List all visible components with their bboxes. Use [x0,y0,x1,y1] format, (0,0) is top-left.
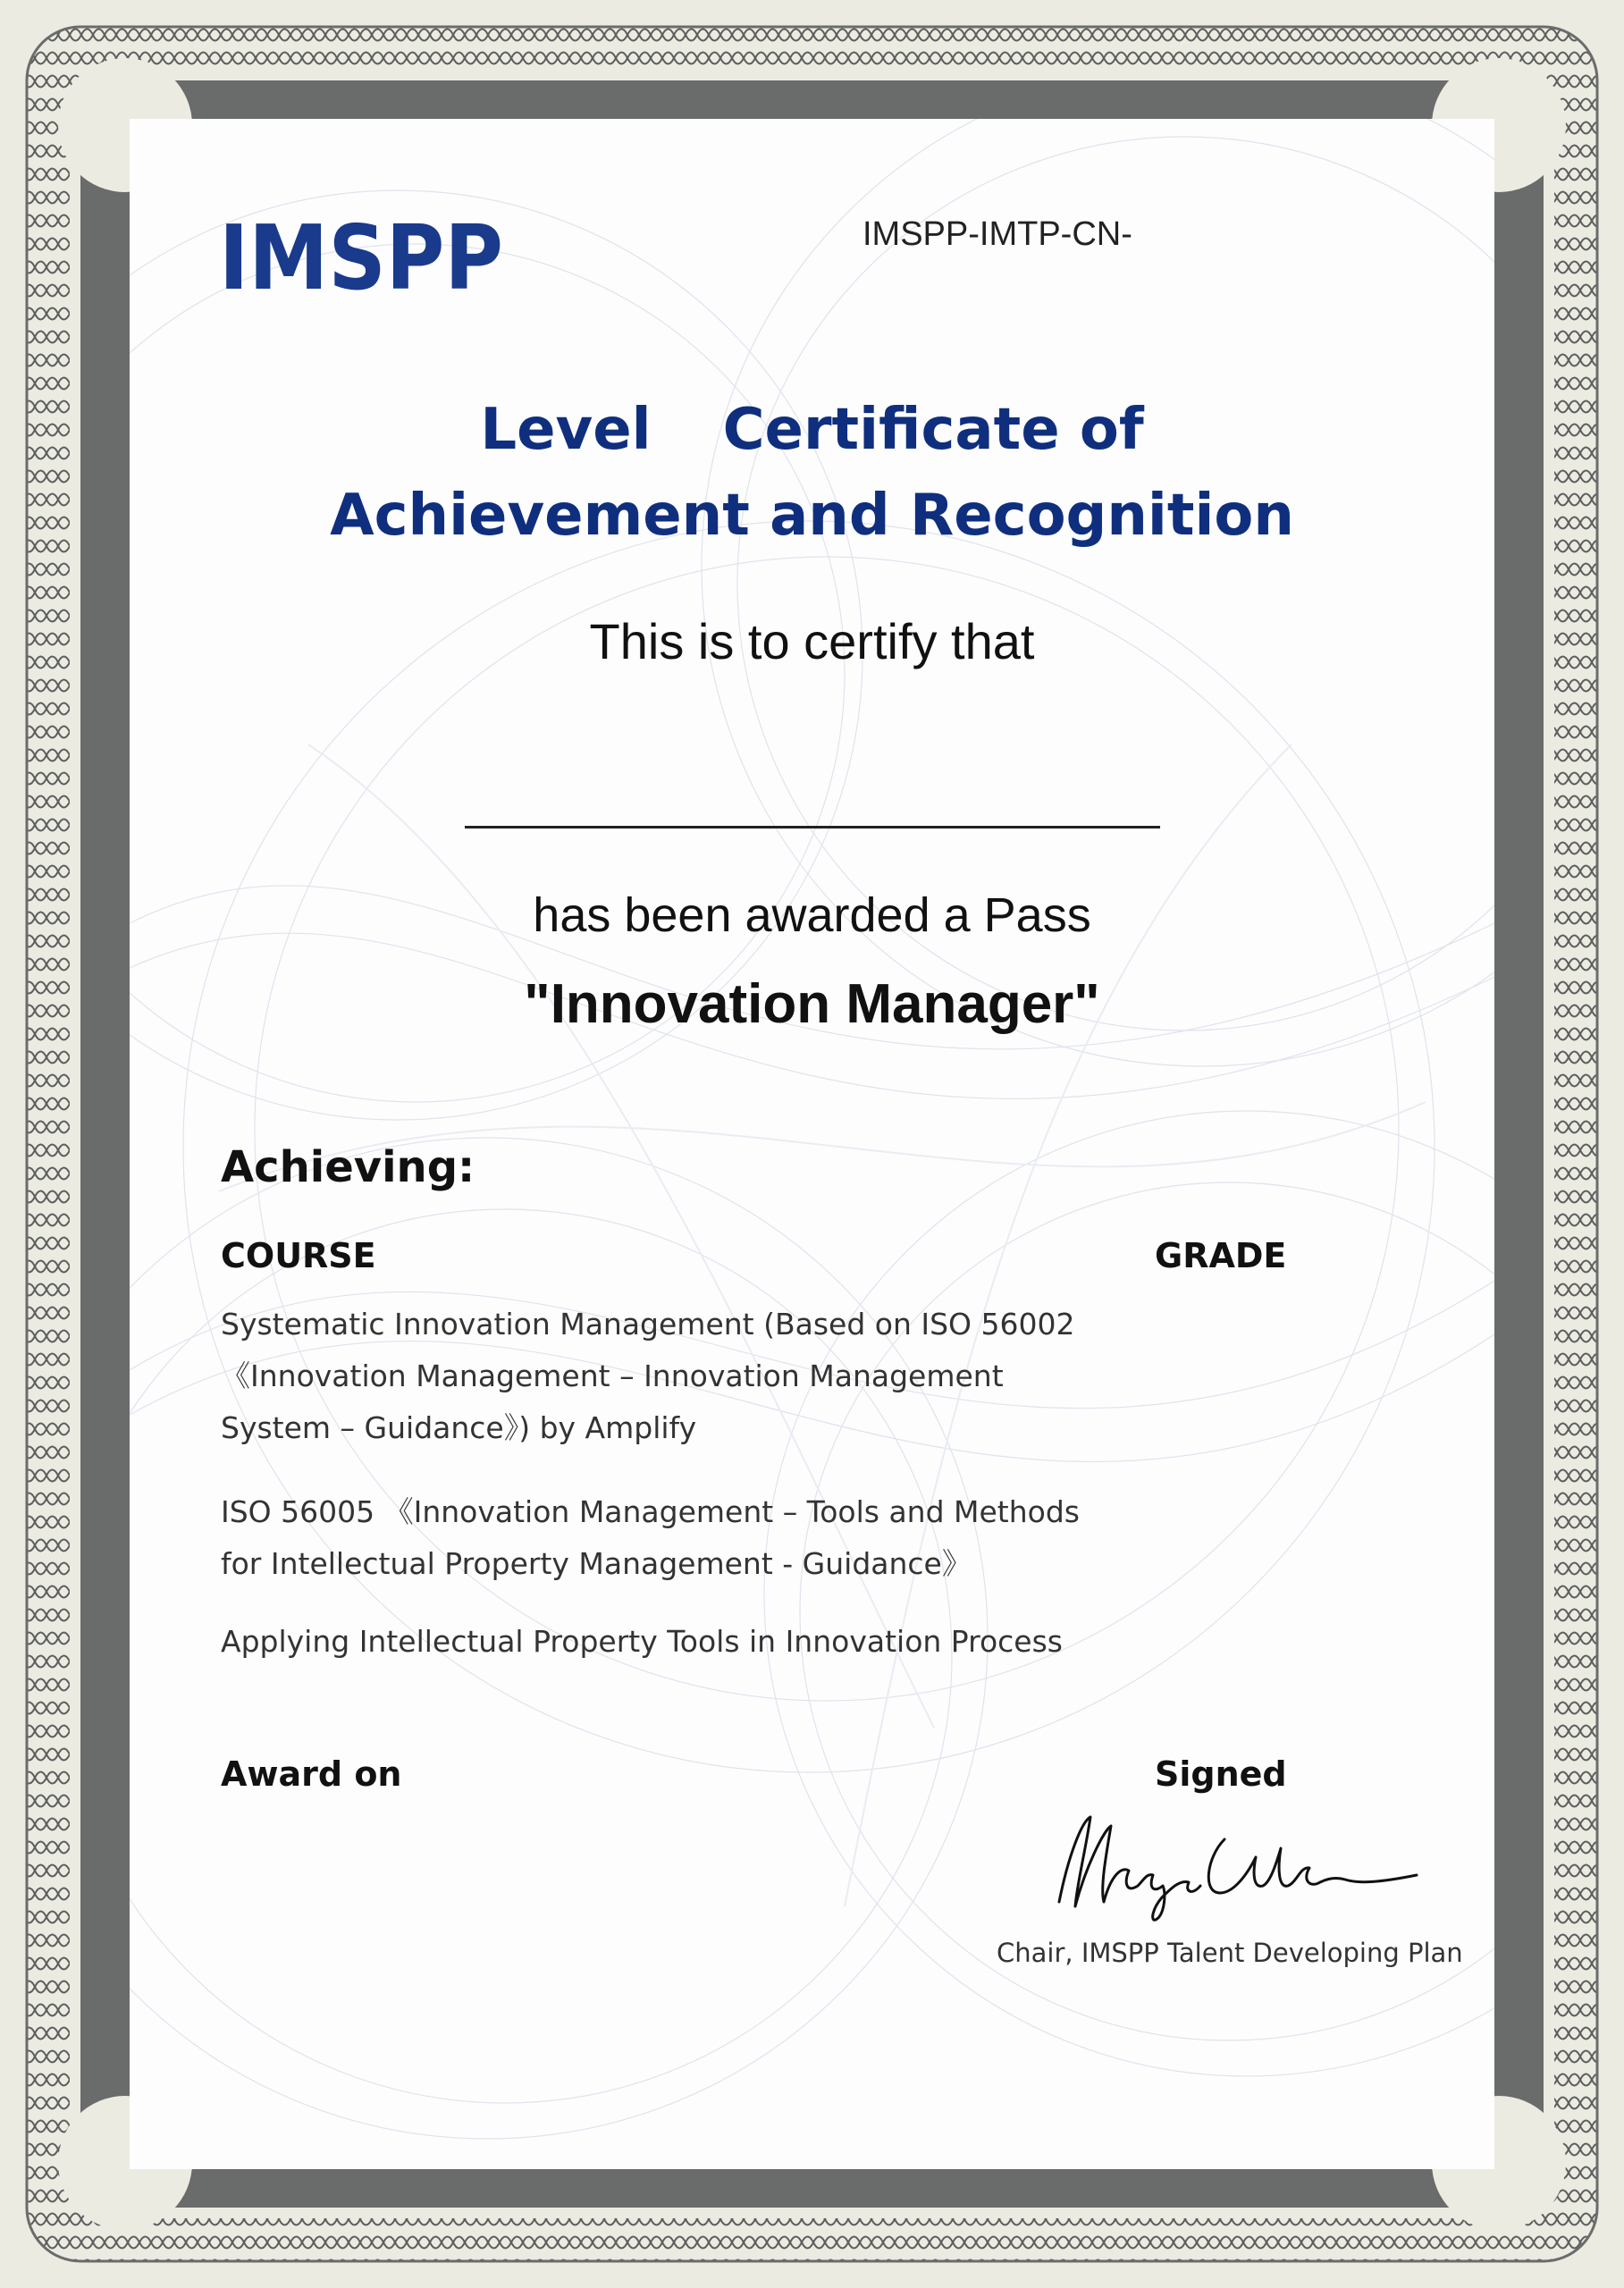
svg-text:IMSPP: IMSPP [219,208,503,298]
certificate-title-line1 [130,387,1494,473]
certificate-number: IMSPP-IMTP-CN- [862,215,1132,253]
certificate-of-label: Certificate of [722,397,1144,463]
certificate-title-line2: Achievement and Recognition [330,483,1294,549]
course-item [221,1486,1115,1590]
award-on-label: Award on [221,1754,402,1794]
achieving-label: Achieving: [221,1142,475,1192]
signed-label: Signed [1155,1754,1287,1794]
course-line: Applying Intellectual Property Tools in Innovation Process [221,1624,1063,1659]
course-item [221,1299,1115,1454]
certificate-paper [130,119,1494,2169]
course-line: Systematic Innovation Management (Based on ISO 56002 [221,1307,1075,1342]
signature-image [1041,1804,1435,1929]
grade-header: GRADE [1155,1236,1287,1275]
recipient-name-line [465,826,1160,829]
designation-title: "Innovation Manager" [524,973,1100,1035]
certify-text: This is to certify that [589,613,1035,669]
signatory-title: Chair, IMSPP Talent Developing Plan [997,1938,1463,1968]
course-line: ISO 56005 《Innovation Management – Tools and Methods [221,1494,1080,1529]
level-label: Level [480,397,652,463]
course-line: 《Innovation Management – Innovation Management [221,1358,1004,1393]
course-line: for Intellectual Property Management - Guidance》 [221,1546,972,1581]
course-item [221,1616,1115,1668]
course-header: COURSE [221,1236,376,1275]
awarded-text: has been awarded a Pass [533,888,1091,942]
course-line: System – Guidance》) by Amplify [221,1410,697,1445]
imspp-logo [219,208,505,298]
